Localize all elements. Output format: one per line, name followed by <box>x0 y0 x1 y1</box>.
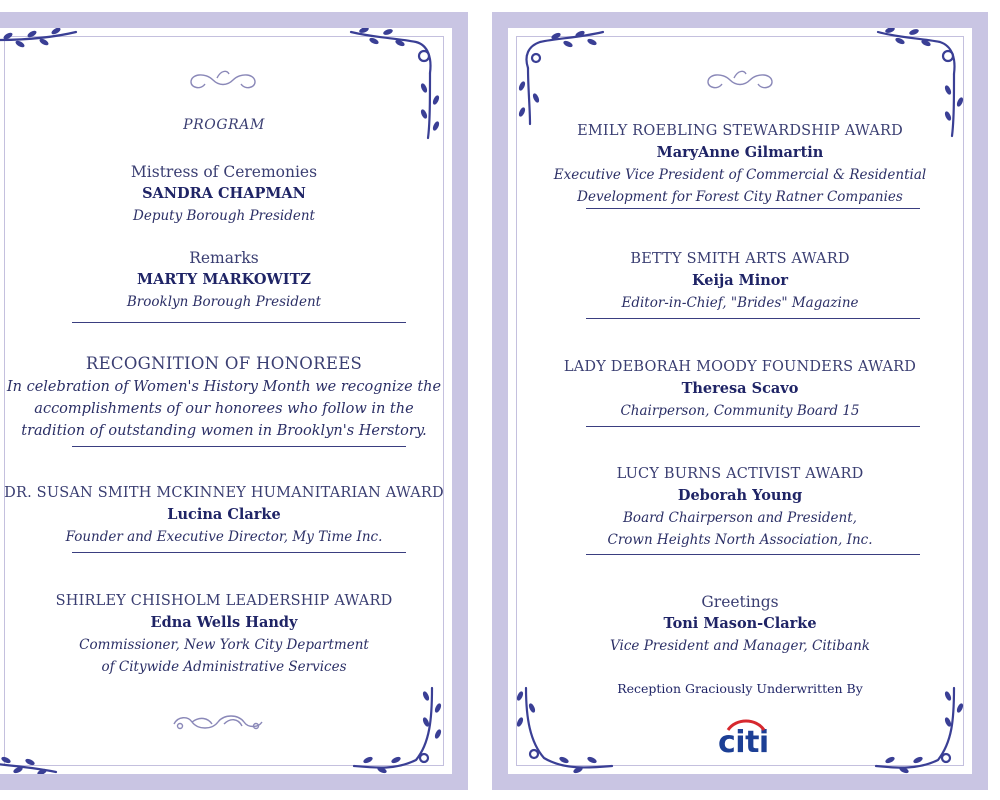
award-name: LUCY BURNS ACTIVIST AWARD <box>616 466 864 482</box>
program-heading: PROGRAM <box>183 117 265 133</box>
award-burns <box>508 463 972 551</box>
award-mckinney <box>0 482 452 548</box>
honoree-title: Development for Forest City Ratner Companies <box>577 189 903 205</box>
divider <box>586 208 920 209</box>
honoree-name: Theresa Scavo <box>681 380 799 397</box>
divider <box>586 554 920 555</box>
right-program-page <box>492 12 988 790</box>
honoree-title: Commissioner, New York City Department <box>79 637 369 653</box>
honoree-title: Executive Vice President of Commercial & Residential <box>553 167 927 183</box>
citi-logo-text: citi <box>718 725 769 760</box>
honoree-name: Deborah Young <box>677 487 803 504</box>
recognition-heading: RECOGNITION OF HONOREES <box>85 354 363 373</box>
left-page-body <box>0 28 452 774</box>
remarks-name: MARTY MARKOWITZ <box>137 271 311 288</box>
honoree-name: Edna Wells Handy <box>150 614 298 631</box>
honoree-title: of Citywide Administrative Services <box>101 659 347 675</box>
greetings-title: Vice President and Manager, Citibank <box>610 638 870 654</box>
remarks-section <box>0 247 452 313</box>
award-roebling <box>508 120 972 208</box>
sponsor-section <box>508 681 972 696</box>
award-chisholm <box>0 590 452 678</box>
honoree-title: Board Chairperson and President, <box>623 510 857 526</box>
award-name: EMILY ROEBLING STEWARDSHIP AWARD <box>577 123 903 139</box>
honoree-name: MaryAnne Gilmartin <box>656 144 824 161</box>
greetings-role: Greetings <box>701 593 779 611</box>
left-program-page <box>0 12 468 790</box>
honoree-title: Crown Heights North Association, Inc. <box>607 532 873 548</box>
divider <box>586 426 920 427</box>
divider <box>72 446 406 447</box>
greetings-section <box>508 591 972 657</box>
ceremonies-role: Mistress of Ceremonies <box>130 163 318 181</box>
recognition-line: tradition of outstanding women in Brooklyn's Herstory. <box>21 423 427 439</box>
award-betty-smith <box>508 248 972 314</box>
right-page-body <box>508 28 972 774</box>
honoree-title: Editor-in-Chief, "Brides" Magazine <box>621 295 859 311</box>
citi-arc-icon <box>726 716 766 732</box>
remarks-role: Remarks <box>189 249 259 267</box>
remarks-title: Brooklyn Borough President <box>126 294 322 310</box>
recognition-section <box>0 352 452 442</box>
greetings-name: Toni Mason-Clarke <box>663 615 817 632</box>
bottom-flourish-icon <box>168 710 268 734</box>
award-moody <box>508 356 972 422</box>
sponsor-line: Reception Graciously Underwritten By <box>617 681 863 696</box>
award-name: LADY DEBORAH MOODY FOUNDERS AWARD <box>563 359 917 375</box>
top-flourish-icon <box>700 68 780 92</box>
citi-logo <box>718 725 769 760</box>
award-name: BETTY SMITH ARTS AWARD <box>630 251 850 267</box>
honoree-name: Keija Minor <box>691 272 789 289</box>
divider <box>586 318 920 319</box>
divider <box>72 552 406 553</box>
honoree-title: Founder and Executive Director, My Time Inc. <box>65 529 383 545</box>
honoree-name: Lucina Clarke <box>167 506 281 523</box>
award-name: DR. SUSAN SMITH MCKINNEY HUMANITARIAN AWARD <box>4 485 444 501</box>
ceremonies-section <box>0 161 452 227</box>
recognition-line: accomplishments of our honorees who follow in the <box>34 401 414 417</box>
honoree-title: Chairperson, Community Board 15 <box>620 403 860 419</box>
award-name: SHIRLEY CHISHOLM LEADERSHIP AWARD <box>55 593 393 609</box>
top-flourish-icon <box>183 68 263 92</box>
ceremonies-title: Deputy Borough President <box>133 208 315 224</box>
ceremonies-name: SANDRA CHAPMAN <box>142 185 306 202</box>
recognition-line: In celebration of Women's History Month we recognize the <box>6 379 442 395</box>
divider <box>72 322 406 323</box>
